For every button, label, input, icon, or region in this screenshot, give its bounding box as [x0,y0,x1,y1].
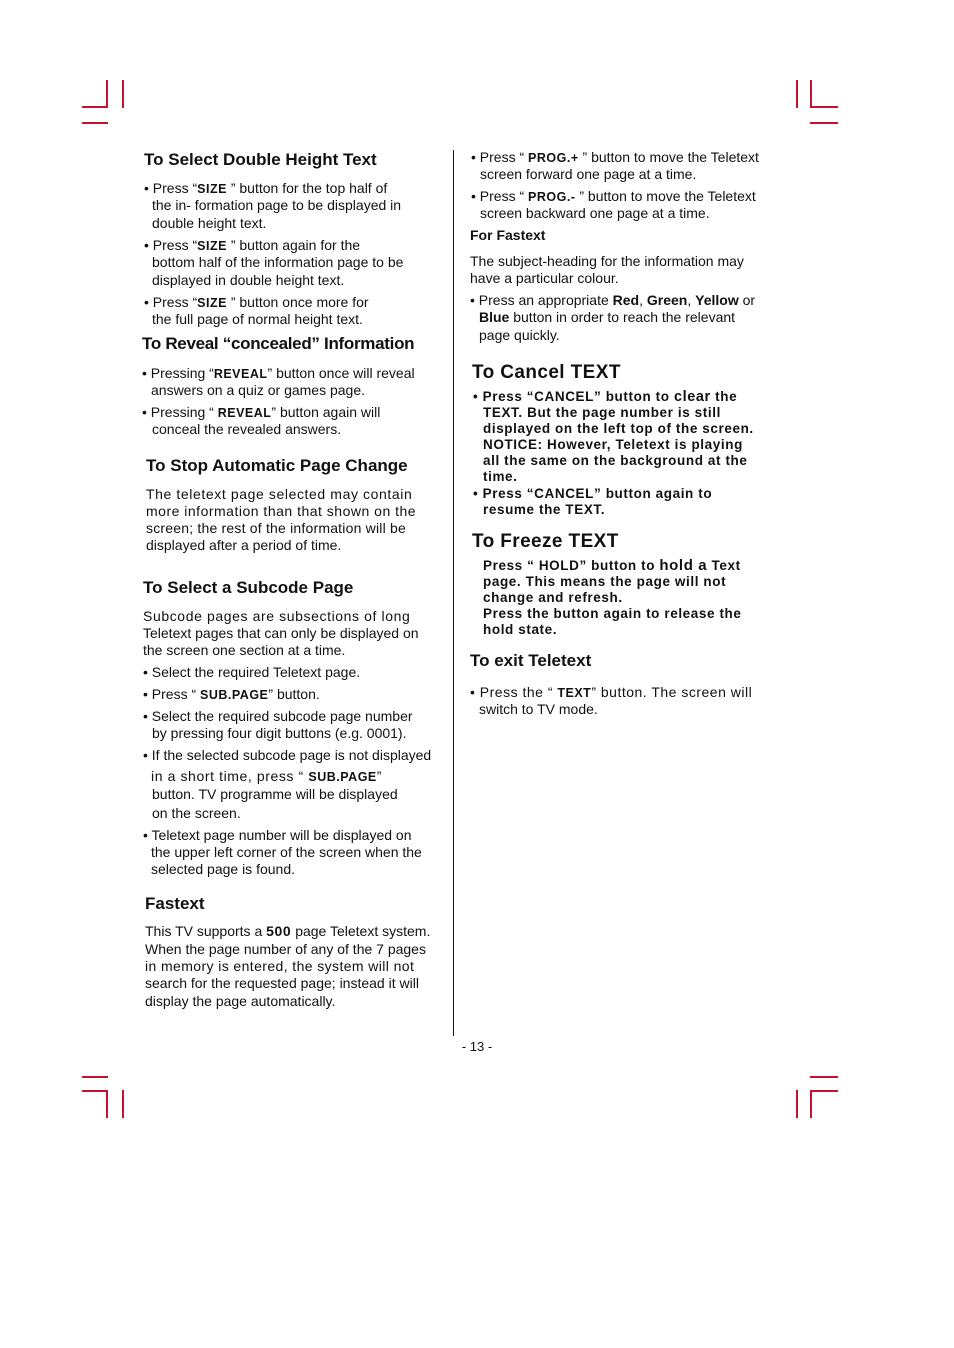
double-height-heading: To Select Double Height Text [144,150,377,169]
for-fastext-heading: For Fastext [470,227,546,243]
freeze-heading: To Freeze TEXT [472,531,619,552]
text-line: the in- formation page to be displayed in [152,197,402,213]
text-line: NOTICE: However, Teletext is playing [483,437,743,452]
prog-bullet-1: • Press “ PROG.+ ” button to move the Teletext [471,149,759,165]
text-line: search for the requested page; instead it will [145,975,419,991]
column-divider [453,150,454,1036]
text-line: hold state. [483,622,558,637]
cancel-heading: To Cancel TEXT [472,362,621,383]
subcode-bullet-1: • Select the required Teletext page. [143,664,361,680]
text-line: When the page number of any of the 7 pages [145,941,426,957]
text-line: more information than that shown on the [146,503,417,519]
text-line: have a particular colour. [470,270,619,286]
text-line: Press the button again to release the [483,606,742,621]
text-line: by pressing four digit buttons (e.g. 0001). [152,725,407,741]
text-line: switch to TV mode. [479,701,598,717]
text-line: Teletext pages that can only be displayed on [143,625,419,641]
text-line: in memory is entered, the system will not [145,958,415,974]
text-line: Subcode pages are subsections of long [143,608,411,624]
text-line: resume the TEXT. [483,502,606,517]
text-line: The teletext page selected may contain [146,486,413,502]
cancel-bullet-2: • Press “CANCEL” button again to [473,486,713,501]
reveal-bullet-2: • Pressing “ REVEAL” button again will [142,404,381,420]
text-line: double height text. [152,215,267,231]
double-height-bullet-1: • Press “SIZE ” button for the top half of [144,180,388,196]
text-line: screen; the rest of the information will be [146,520,406,536]
reveal-bullet-1: • Pressing “REVEAL” button once will reveal [142,365,415,381]
subcode-bullet-5: • Teletext page number will be displayed on [143,827,412,843]
text-line: Press “ HOLD” button to hold a Text [483,557,741,574]
text-line: screen forward one page at a time. [480,166,697,182]
cancel-bullet-1: • Press “CANCEL” button to clear the [473,389,738,405]
text-line: selected page is found. [151,861,295,877]
prog-bullet-2: • Press “ PROG.- ” button to move the Teletext [471,188,756,204]
for-fastext-bullet: • Press an appropriate Red, Green, Yellow or [470,292,756,308]
text-line: the full page of normal height text. [152,311,363,327]
text-line: page. This means the page will not [483,574,727,589]
text-line: conceal the revealed answers. [152,421,342,437]
double-height-bullet-3: • Press “SIZE ” button once more for [144,294,369,310]
text-line: the upper left corner of the screen when the [151,844,422,860]
text-line: display the page automatically. [145,993,336,1009]
text-line: This TV supports a 500 page Teletext system. [145,923,431,939]
text-line: time. [483,469,518,484]
text-line: Blue button in order to reach the relevant [479,309,736,325]
text-line: page quickly. [479,327,560,343]
text-line: screen backward one page at a time. [480,205,710,221]
page-number: - 13 - [461,1039,493,1054]
subcode-bullet-3: • Select the required subcode page number [143,708,413,724]
text-line: bottom half of the information page to be [152,254,404,270]
text-line: on the screen. [152,805,241,821]
text-line: The subject-heading for the information may [470,253,744,269]
text-line: displayed in double height text. [152,272,345,288]
text-line: button. TV programme will be displayed [152,786,398,802]
text-line: change and refresh. [483,590,623,605]
text-line: displayed on the left top of the screen. [483,421,754,436]
subcode-heading: To Select a Subcode Page [143,578,354,597]
text-line: in a short time, press “ SUB.PAGE” [151,768,383,784]
reveal-heading: To Reveal “concealed” Information [142,334,415,353]
text-line: TEXT. But the page number is still [483,405,721,420]
double-height-bullet-2: • Press “SIZE ” button again for the [144,237,361,253]
text-line: all the same on the background at the [483,453,748,468]
text-line: displayed after a period of time. [146,537,342,553]
subcode-bullet-4: • If the selected subcode page is not displayed [143,747,432,763]
stop-auto-heading: To Stop Automatic Page Change [146,456,408,475]
exit-bullet: • Press the “ TEXT” button. The screen will [470,684,753,700]
exit-heading: To exit Teletext [470,651,592,670]
text-line: answers on a quiz or games page. [151,382,366,398]
text-line: the screen one section at a time. [143,642,346,658]
subcode-bullet-2: • Press “ SUB.PAGE” button. [143,686,320,702]
fastext-heading: Fastext [145,894,205,913]
